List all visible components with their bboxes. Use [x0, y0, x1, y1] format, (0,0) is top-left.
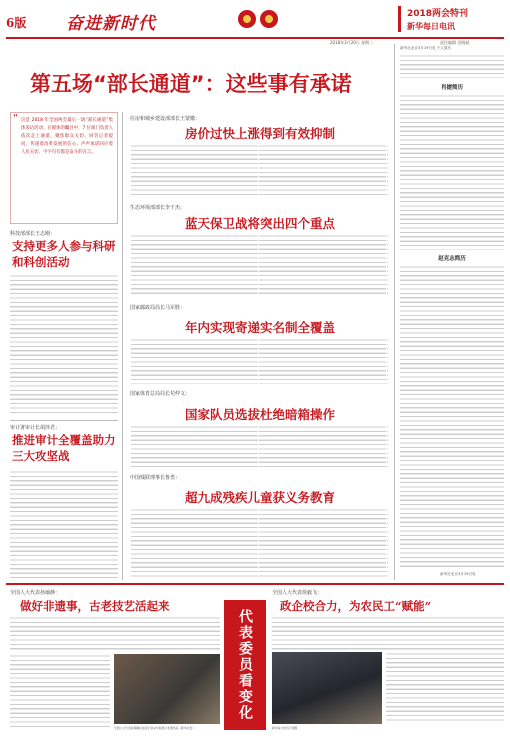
section-kicker-disability: 中国残联理事长鲁勇：: [130, 475, 181, 481]
bottom-left-text: [10, 616, 220, 652]
page-label: 6版: [6, 16, 27, 30]
profile-footer: 新华社北京3月19日电: [440, 572, 476, 576]
banner-column: [224, 600, 266, 730]
photo-worker: [272, 652, 382, 724]
section-kicker-housing: 住房和城乡建设部部长王蒙徽：: [130, 116, 201, 122]
bottom-right-kicker: 全国人大代表徐毅飞：: [272, 590, 323, 596]
banner-text: 代表委员看变化: [237, 609, 253, 721]
section-title-post: 年内实现寄递实名制全覆盖: [184, 320, 335, 335]
bottom-right-text: [272, 616, 504, 650]
editor-line: 责任编辑 吴晓斌: [440, 40, 470, 45]
bottom-rule: [6, 583, 504, 585]
section-kicker-ecology: 生态环境部部长李干杰：: [130, 205, 186, 211]
divider: [10, 420, 118, 421]
section-kicker-science: 科技部部长王志刚：: [10, 231, 56, 237]
profile-heading-1: 肖捷简历: [440, 85, 463, 91]
emblem-icon-2: [260, 10, 278, 28]
section-kicker-audit: 审计署审计长胡泽君：: [10, 425, 61, 431]
section-title-housing: 房价过快上涨得到有效抑制: [184, 126, 335, 141]
bottom-left-kicker: 全国人大代表孙瑜静：: [10, 590, 61, 596]
body-text-sport: [130, 425, 388, 467]
intro-box: [10, 112, 118, 224]
body-text-audit: [10, 470, 118, 578]
photo-caption-left: 全国人大代表孙瑜静在接受记者采访时展示非遗作品（新华社发）: [114, 726, 196, 730]
body-text-housing: [130, 144, 388, 196]
body-text-post: [130, 338, 388, 384]
section-title-disability: 超九成残疾儿童获义务教育: [184, 490, 335, 505]
masthead: [6, 6, 504, 36]
special-subtitle: 新华每日电讯: [407, 22, 455, 31]
photo-nonheritage: [114, 654, 220, 724]
column-divider: [122, 112, 123, 580]
date-line: 2018年3月20日 星期二: [330, 40, 374, 45]
profile-body-2: [400, 265, 504, 570]
brand-logo: 奋进新时代: [66, 14, 156, 34]
column-divider: [394, 44, 395, 580]
bottom-left-text-2: [10, 654, 110, 730]
body-text-disability: [130, 508, 388, 578]
profile-heading-2: 赵克志简历: [438, 256, 466, 262]
profile-top-note: 新华社北京3月19日电 个人简历: [400, 46, 452, 50]
emblem-icon: [238, 10, 256, 28]
section-title-sport: 国家队员选拔杜绝暗箱操作: [184, 407, 335, 422]
section-title-science: 支持更多人参与科研和科创活动: [12, 239, 116, 269]
section-title-audit: 推进审计全覆盖助力三大攻坚战: [12, 433, 116, 463]
profile-body-1: [400, 94, 504, 250]
bottom-right-title: 政企校合力，为农民工“赋能”: [280, 599, 432, 613]
section-kicker-sport: 国家体育总局局长苟仲文：: [130, 391, 191, 397]
page-headline: 第五场“部长通道”：这些事有承诺: [30, 72, 352, 96]
special-title: 2018两会特刊: [407, 9, 469, 19]
section-kicker-post: 国家邮政局局长马军胜：: [130, 305, 186, 311]
profile-text-1: [400, 54, 504, 78]
body-text-science: [10, 274, 118, 416]
section-title-ecology: 蓝天保卫战将突出四个重点: [184, 216, 335, 231]
bottom-right-text-2: [386, 652, 504, 724]
intro-text: 这是 2018 年全国两会最后一场“部长通道”集体采访活动。在媒体的瞩目中，7 位部门负责人依次走上通道，聚焦群众关切、回答记者提问，传递着改革发展的信心。声声承诺回应着人民关切，字字句句都是奋斗的宣言。: [21, 118, 114, 155]
bottom-left-title: 做好非遗事，古老技艺活起来: [20, 599, 170, 613]
special-edition-box: [398, 6, 504, 32]
quote-icon: “: [13, 113, 19, 124]
masthead-rule: [6, 37, 504, 39]
body-text-ecology: [130, 234, 388, 296]
photo-caption-right: 新华每日电讯记者摄: [272, 726, 298, 730]
